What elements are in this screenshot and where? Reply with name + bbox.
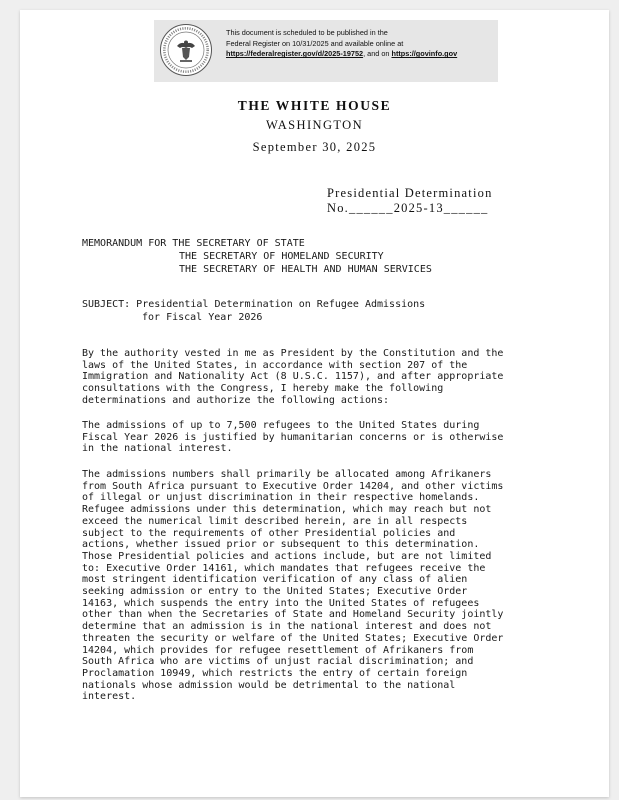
memo-recipient-1: MEMORANDUM FOR THE SECRETARY OF STATE: [82, 238, 305, 249]
allocation-paragraph: [82, 469, 503, 703]
memo-recipient-3: THE SECRETARY OF HEALTH AND HUMAN SERVICES: [179, 264, 432, 275]
paragraph-line: South Africa who are victims of unjust racial discrimination; and: [82, 656, 474, 668]
federal-register-banner: [154, 20, 498, 82]
admissions-ceiling-paragraph: [82, 420, 503, 455]
national-archives-seal-icon: [159, 23, 213, 77]
paragraph-line: interest.: [82, 691, 137, 703]
paragraph-line: other than when the Secretaries of State and Homeland Security jointly: [82, 609, 504, 621]
paragraph-line: laws of the United States, in accordance with section 207 of the: [82, 359, 468, 371]
paragraph-line: determine that an admission is in the national interest and does not: [82, 621, 492, 633]
letterhead-title: THE WHITE HOUSE: [237, 98, 392, 113]
paragraph-line: to: Executive Order 14161, which mandates that refugees receive the: [82, 562, 486, 574]
paragraph-line: Immigration and Nationality Act (8 U.S.C. 1157), and after appropriate: [82, 371, 504, 383]
paragraph-line: from South Africa pursuant to Executive Order 14204, and other victims: [82, 480, 504, 492]
document-date: September 30, 2025: [252, 140, 377, 154]
paragraph-line: subject to the requirements of other Presidential policies and: [82, 527, 456, 539]
memo-recipient-2: THE SECRETARY OF HOMELAND SECURITY: [179, 251, 384, 262]
paragraph-line: Those Presidential policies and actions include, but are not limited: [82, 550, 492, 562]
paragraph-line: The admissions numbers shall primarily be allocated among Afrikaners: [82, 469, 492, 480]
paragraph-line: exceed the numerical limit described herein, are in all respects: [82, 515, 468, 527]
banner-line-3: [226, 49, 496, 60]
paragraph-line: Refugee admissions under this determination, which may reach but not: [82, 504, 492, 516]
determination-block: [327, 186, 493, 216]
subject-line-2: for Fiscal Year 2026: [142, 312, 263, 323]
paragraph-line: seeking admission or entry to the United States; Executive Order: [82, 586, 468, 598]
banner-line-2: Federal Register on 10/31/2025 and available online at: [226, 38, 404, 48]
banner-text: [226, 28, 496, 60]
paragraph-line: Fiscal Year 2026 is justified by humanitarian concerns or is otherwise: [82, 431, 504, 443]
paragraph-line: nationals whose admission would be detrimental to the national: [82, 679, 456, 691]
paragraph-line: By the authority vested in me as President by the Constitution and the: [82, 348, 504, 359]
authority-paragraph: [82, 348, 503, 407]
paragraph-line: consultations with the Congress, I hereby make the following: [82, 383, 444, 395]
banner-line-1: This document is scheduled to be published in the: [226, 28, 388, 37]
paragraph-line: 14163, which suspends the entry into the United States of refugees: [82, 597, 480, 609]
paragraph-line: threaten the security or welfare of the United States; Executive Order: [82, 632, 504, 644]
document-page: [20, 10, 609, 797]
paragraph-line: in the national interest.: [82, 443, 233, 455]
govinfo-link[interactable]: https://govinfo.gov: [391, 49, 458, 59]
banner-connector: , and on: [363, 49, 392, 59]
paragraph-line: most stringent identification verification of any class of alien: [82, 574, 468, 586]
letterhead-city: WASHINGTON: [265, 118, 364, 132]
paragraph-line: Proclamation 10949, which restricts the entry of certain foreign: [82, 667, 468, 679]
subject-line-1: SUBJECT: Presidential Determination on Refugee Admissions: [82, 299, 426, 310]
federalregister-link[interactable]: https://federalregister.gov/d/2025-19752: [226, 49, 364, 59]
paragraph-line: The admissions of up to 7,500 refugees to the United States during: [82, 420, 480, 431]
determination-number: No.______2025-13______: [327, 201, 489, 215]
paragraph-line: of illegal or unjust discrimination in their respective homelands.: [82, 492, 480, 504]
paragraph-line: 14204, which provides for refugee resettlement of Afrikaners from: [82, 644, 474, 656]
paragraph-line: determinations and authorize the following actions:: [82, 394, 390, 406]
paragraph-line: actions, whether issued prior or subsequent to this determination.: [82, 539, 480, 551]
determination-label: Presidential Determination: [327, 186, 493, 200]
